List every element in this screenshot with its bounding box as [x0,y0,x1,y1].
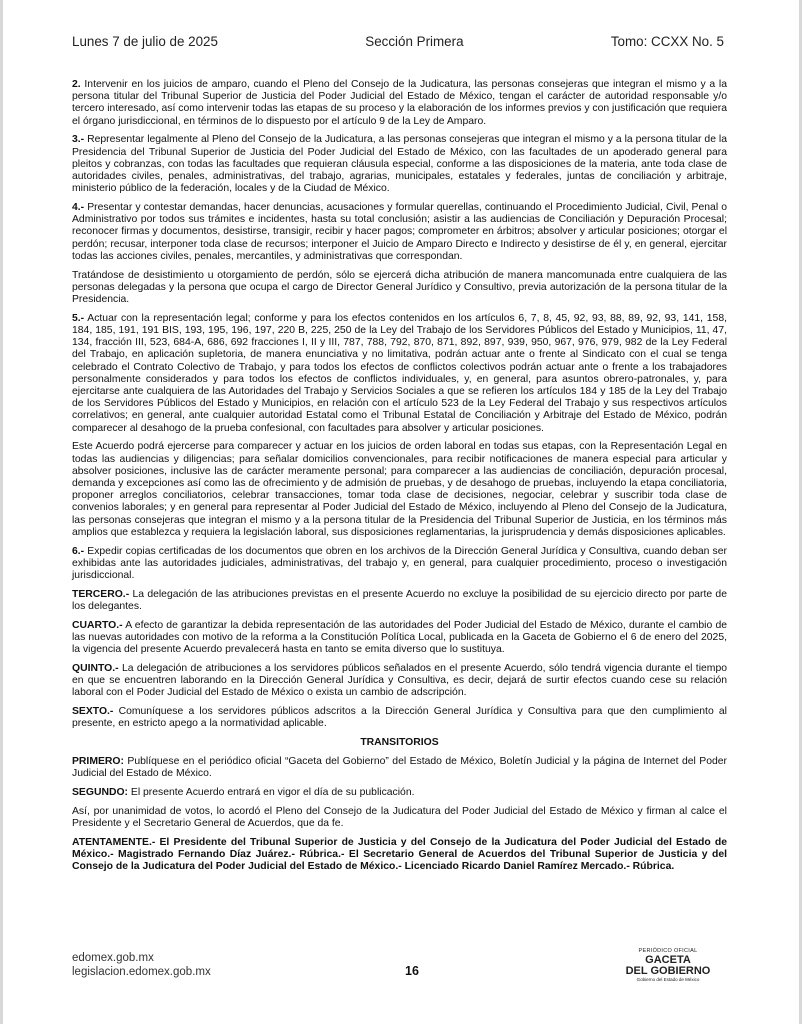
paragraph-item-6 [72,546,727,583]
transitorios-heading: TRANSITORIOS [360,737,439,749]
paragraph-text: Este Acuerdo podrá ejercerse para comparecer y actuar en los juicios de orden laboral en todas sus etapas, con la Representación Legal en todas las audiencias y diligencias; para señalar domicilios convencionales, para recibir notificaciones de manera especial para articular y absolver posiciones, inclusive las de carácter meramente personal; para comparecer a las audiencias de conciliación, depuración procesal, demanda y excepciones así como las de ofrecimiento y de admisión de pruebas, y de desahogo de pruebas, incluyendo la etapa conciliatoria, proponer arreglos conciliatorios, celebrar transacciones, tomar toda clase de decisiones, negociar, celebrar y suscribir toda clase de convenios laborales; y en general para representar al Poder Judicial del Estado de México, incluyendo al Pleno del Consejo de la Judicatura, las personas consejeras que integran el mismo y a la persona titular de la Presidencia del Tribunal Superior de Justicia, en los términos más amplios que establezca y requiera la legislación laboral, sus disposiciones reglamentarias, la jurisprudencia y demás disposiciones aplicables. [72,441,727,538]
paragraph-lead: TERCERO.- [72,588,130,600]
page-edge-left [0,0,3,1024]
paragraph-text: Publíquese en el periódico oficial “Gaceta del Gobierno” del Estado de México, Boletín Judicial y la página de Internet del Poder Judicial del Estado de México. [72,756,727,780]
paragraph-text: Presentar y contestar demandas, hacer denuncias, acusaciones y formular querellas, continuando el Procedimiento Judicial, Civil, Penal o Administrativo por todos sus trámites e incidentes, hasta su total conclusión; asistir a las audiencias de Conciliación y Depuración Procesal; reconocer firmas y documentos, desistirse, transigir, recibir y hacer pagos; comprometer en árbitros; absolver y articular posiciones; otorgar el perdón; recusar, interponer toda clase de recursos; interponer el Juicio de Amparo Directo e Indirecto y desistirse de él y, en general, ejercitar todas las acciones civiles, penales, mercantiles, y administrativas que correspondan. [72,202,727,262]
paragraph-text: Actuar con la representación legal; conforme y para los efectos contenidos en los artículos 6, 7, 8, 45, 92, 93, 88, 89, 92, 93, 141, 158, 184, 185, 191, 191 BIS, 193, 195, 196, 197, 220 B, 225, 250 de la Ley del Trabajo de los Servidores Públicos del Estado y Municipios, 11, 47, 134, fracción III, 523, 684-A, 686, 692 fracciones I, II y III, 787, 788, 792, 870, 871, 892, 897, 939, 950, 967, 976, 979, 982 de la Ley Federal del Trabajo, en aplicación supletoria, de manera enunciativa y no limitativa, podrán actuar ante o frente al Sindicato con el cual se tenga celebrado el Contrato Colectivo de Trabajo, y para todos los efectos de conflictos colectivos podrán actuar ante o frente a los trabajadores personalmente considerados y para todos los efectos de conflictos individuales, y, en general, para asuntos obrero-patronales, y, para ejercitarse ante cualquiera de las Autoridades del Trabajo y Servicios Sociales a que se refieren los artículos 184 y 185 de la Ley del Trabajo de los Servidores Públicos del Estado y Municipios, en relación con el artículo 523 de la Ley Federal del Trabajo y sus respectivos artículos correlativos; en general, ante cualquier autoridad Estatal como el Tribunal Estatal de Conciliación y Arbitraje del Estado de México, podrán comparecer al desahogo de la prueba confesional, con facultades para absolver y articular posiciones. [72,312,727,434]
header-volume: Tomo: CCXX No. 5 [610,34,724,49]
paragraph-text: Expedir copias certificadas de los documentos que obren en los archivos de la Dirección General Jurídica y Consultiva, cuando deban ser exhibidas ante las autoridades judiciales, administrativas, del trabajo y, en general, para cualquier procedimiento, proceso o investigación jurisdiccional. [72,545,727,582]
paragraph-text: La delegación de atribuciones a los servidores públicos señalados en el presente Acuerdo, sólo tendrá vigencia durante el tiempo en que se encuentren laborando en la Dirección General Jurídica y Consultiva, es decir, dejará de surtir efectos cuando cese su relación laboral con el Poder Judicial del Estado de México o exista un cambio de adscripción. [72,663,727,699]
signature-block [72,837,727,874]
paragraph-item-3 [72,134,727,195]
page-header [72,34,724,49]
paragraph-tercero [72,589,727,613]
transitorio-segundo [72,787,727,799]
header-date: Lunes 7 de julio de 2025 [72,34,218,49]
paragraph-text: Comuníquese a los servidores públicos adscritos a la Dirección General Jurídica y Consultiva para que den cumplimiento al presente, en estricto apego a la normatividad aplicable. [72,706,727,730]
paragraph-text: El presente Acuerdo entrará en vigor el día de su publicación. [128,787,415,799]
footer-site-edomex[interactable]: edomex.gob.mx [72,952,154,964]
gaceta-logo [618,948,718,982]
paragraph-sexto [72,706,727,730]
paragraph-item-2 [72,79,727,128]
paragraph-desistimiento [72,270,727,307]
footer-links [72,952,211,979]
transitorio-primero [72,756,727,780]
paragraph-lead: 2. [72,79,81,90]
paragraph-text: Así, por unanimidad de votos, lo acordó el Pleno del Consejo de la Judicatura del Poder Judicial del Estado de México y firman al calce el Presidente y el Secretario General de Acuerdos, que da fe. [72,805,727,830]
paragraph-lead: SEXTO.- [72,706,114,718]
logo-gobierno-estado: Gobierno del Estado de México [636,977,700,982]
document-body [72,79,727,880]
paragraph-lead: 5.- [72,312,85,324]
logo-periodico-oficial: PERIÓDICO OFICIAL [638,948,698,954]
paragraph-text: Tratándose de desistimiento u otorgamiento de perdón, sólo se ejercerá dicha atribución de manera mancomunada entre cualquiera de las personas delegadas y la persona que ocupa el cargo de Director General Jurídico y Consultivo, previa autorización de la persona titular de la Presidencia. [72,269,727,306]
header-section: Sección Primera [365,34,464,49]
paragraph-cuarto [72,620,727,657]
paragraph-quinto [72,663,727,700]
paragraph-lead: CUARTO.- [72,619,123,631]
paragraph-lead: SEGUNDO: [72,787,128,799]
paragraph-item-5 [72,313,727,435]
page-number: 16 [405,964,419,978]
paragraph-lead: 3.- [72,134,85,146]
transitorio-closing [72,806,727,830]
logo-gaceta: GACETA [645,954,691,966]
paragraph-lead: 4.- [72,202,85,214]
paragraph-text: La delegación de las atribuciones previstas en el presente Acuerdo no excluye la posibilidad de su ejercicio directo por parte de los delegantes. [72,588,727,613]
logo-del-gobierno: DEL GOBIERNO [625,965,711,977]
paragraph-text: Intervenir en los juicios de amparo, cuando el Pleno del Consejo de la Judicatura, las personas consejeras que integran el mismo y a la persona titular del Tribunal Superior de Justicia del Poder Judicial del Estado de México, tengan el carácter de autoridad responsable y/o tercero interesado, así como intervenir todas las etapas de su proceso y la elaboración de los informes previos y con justificación que requiera el órgano jurisdiccional, en términos de lo dispuesto por el artículo 9 de la Ley de Amparo. [72,79,727,127]
signature-text: ATENTAMENTE.- El Presidente del Tribunal Superior de Justicia y del Consejo de la Judicatura del Poder Judicial del Estado de México.- Magistrado Fernando Díaz Juárez.- Rúbrica.- El Secretario General de Acuerdos del Tribunal Superior de Justicia y del Consejo de la Judicatura del Poder Judicial del Estado de México.- Licenciado Ricardo Daniel Ramírez Mercado.- Rúbrica. [72,836,727,873]
paragraph-item-4 [72,202,727,263]
paragraph-laboral [72,441,727,539]
paragraph-text: Representar legalmente al Pleno del Consejo de la Judicatura, a las personas consejeras que integran el mismo y a la persona titular de la Presidencia del Tribunal Superior de Justicia del Poder Judicial del Estado de México, con las facultades de un apoderado general para pleitos y cobranzas, con todas las facultades que requieran cláusula especial, conforme a las disposiciones de la materia, ante toda clase de autoridades civiles, penales, administrativas, del trabajo, agrarias, municipales, estatales y federales, juntas de conciliación y arbitraje, ministerio público de la federación, locales y de la Ciudad de México. [72,134,727,195]
footer-site-legislacion[interactable]: legislacion.edomex.gob.mx [72,965,211,978]
paragraph-lead: PRIMERO: [72,756,124,768]
paragraph-lead: 6.- [72,545,85,557]
paragraph-text: A efecto de garantizar la debida representación de las autoridades del Poder Judicial del Estado de México, durante el cambio de las nuevas autoridades con motivo de la reforma a la Constitución Política Local, publicada en la Gaceta de Gobierno el 6 de enero del 2025, la vigencia del presente Acuerdo prevalecerá hasta en tanto se emita diverso que lo sustituya. [72,619,727,656]
paragraph-lead: QUINTO.- [72,663,119,675]
